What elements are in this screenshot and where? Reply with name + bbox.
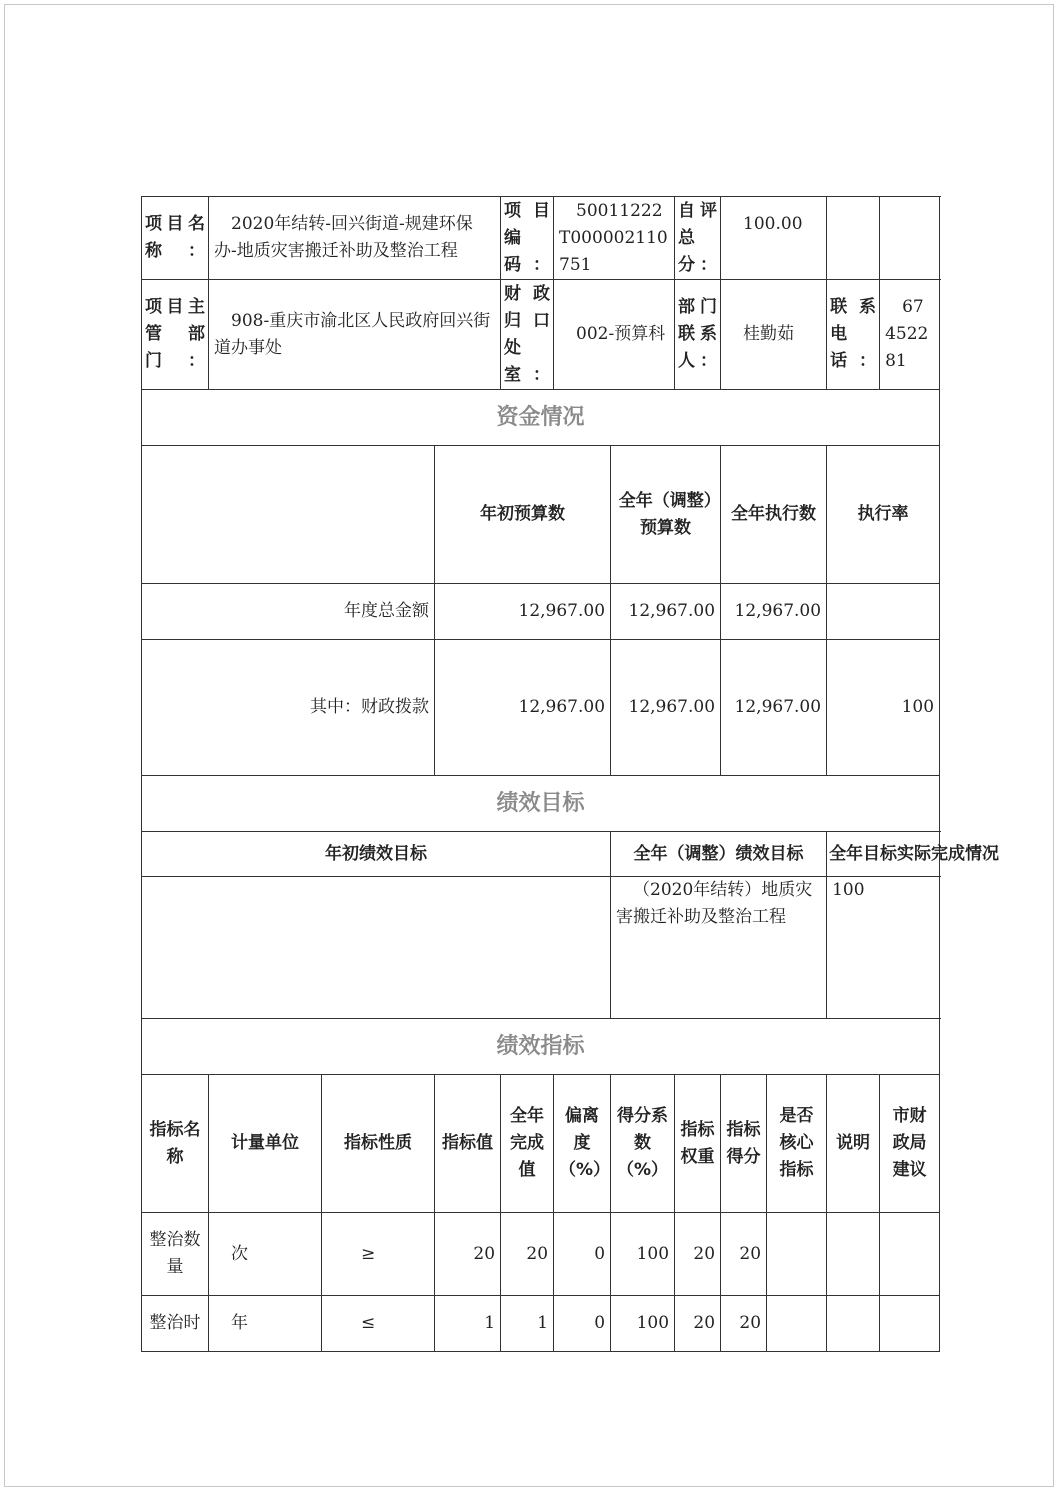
self-score-label: 自评总分： bbox=[675, 197, 721, 280]
indicator-unit: 年 bbox=[209, 1296, 322, 1352]
funds-header-initial: 年初预算数 bbox=[435, 446, 611, 584]
indicator-name: 整治数量 bbox=[142, 1213, 209, 1296]
funds-adjusted: 12,967.00 bbox=[611, 640, 721, 776]
phone-number: 67452281 bbox=[880, 280, 940, 390]
funds-section-title: 资金情况 bbox=[142, 390, 940, 446]
document-page bbox=[4, 4, 1054, 1487]
indicator-coefficient: 100 bbox=[611, 1296, 675, 1352]
phone-label: 联系电话： bbox=[827, 280, 880, 390]
indicator-header-coefficient: 得分系数（%） bbox=[611, 1075, 675, 1213]
indicator-unit: 次 bbox=[209, 1213, 322, 1296]
indicator-actual: 20 bbox=[501, 1213, 554, 1296]
goals-header-initial: 年初绩效目标 bbox=[142, 832, 611, 877]
indicator-note bbox=[827, 1213, 880, 1296]
indicator-nature: ≤ bbox=[322, 1296, 435, 1352]
indicator-core bbox=[767, 1296, 827, 1352]
funds-adjusted: 12,967.00 bbox=[611, 584, 721, 640]
indicator-header-weight: 指标权重 bbox=[675, 1075, 721, 1213]
indicator-advice bbox=[880, 1213, 940, 1296]
department-info-row bbox=[142, 280, 940, 390]
goals-header-actual: 全年目标实际完成情况 bbox=[827, 832, 940, 877]
project-code-label: 项目编码： bbox=[501, 197, 554, 280]
indicator-note bbox=[827, 1296, 880, 1352]
funds-header-row bbox=[142, 446, 940, 584]
funds-rate bbox=[827, 584, 940, 640]
project-name: 2020年结转-回兴街道-规建环保办-地质灾害搬迁补助及整治工程 bbox=[209, 197, 501, 280]
indicators-header-row bbox=[142, 1075, 940, 1213]
finance-office: 002-预算科 bbox=[554, 280, 675, 390]
indicator-header-deviation: 偏离度（%） bbox=[554, 1075, 611, 1213]
empty-cell bbox=[827, 197, 880, 280]
goals-header-row bbox=[142, 832, 940, 877]
contact-label: 部门联系人： bbox=[675, 280, 721, 390]
funds-initial: 12,967.00 bbox=[435, 584, 611, 640]
indicator-weight: 20 bbox=[675, 1213, 721, 1296]
indicator-row bbox=[142, 1213, 940, 1296]
funds-header-executed: 全年执行数 bbox=[721, 446, 827, 584]
indicator-core bbox=[767, 1213, 827, 1296]
indicator-header-core: 是否核心指标 bbox=[767, 1075, 827, 1213]
indicator-weight: 20 bbox=[675, 1296, 721, 1352]
funds-header-rate: 执行率 bbox=[827, 446, 940, 584]
indicator-coefficient: 100 bbox=[611, 1213, 675, 1296]
indicator-header-note: 说明 bbox=[827, 1075, 880, 1213]
goals-initial bbox=[142, 877, 611, 1019]
funds-rate: 100 bbox=[827, 640, 940, 776]
funds-row bbox=[142, 640, 940, 776]
indicator-score: 20 bbox=[721, 1296, 767, 1352]
project-code: 50011222T000002110751 bbox=[554, 197, 675, 280]
department-label: 项目主管部门： bbox=[142, 280, 209, 390]
indicator-name: 整治时 bbox=[142, 1296, 209, 1352]
funds-row-label: 年度总金额 bbox=[142, 584, 435, 640]
indicator-score: 20 bbox=[721, 1213, 767, 1296]
contact-person: 桂勤茹 bbox=[721, 280, 827, 390]
goals-section-title: 绩效目标 bbox=[142, 776, 940, 832]
indicator-header-advice: 市财政局建议 bbox=[880, 1075, 940, 1213]
indicator-header-nature: 指标性质 bbox=[322, 1075, 435, 1213]
empty-cell bbox=[142, 446, 435, 584]
indicator-deviation: 0 bbox=[554, 1213, 611, 1296]
indicator-value: 1 bbox=[435, 1296, 501, 1352]
funds-executed: 12,967.00 bbox=[721, 640, 827, 776]
indicator-advice bbox=[880, 1296, 940, 1352]
department: 908-重庆市渝北区人民政府回兴街道办事处 bbox=[209, 280, 501, 390]
indicator-deviation: 0 bbox=[554, 1296, 611, 1352]
funds-executed: 12,967.00 bbox=[721, 584, 827, 640]
funds-header-adjusted: 全年（调整）预算数 bbox=[611, 446, 721, 584]
indicator-header-score: 指标得分 bbox=[721, 1075, 767, 1213]
indicator-row bbox=[142, 1296, 940, 1352]
empty-cell bbox=[880, 197, 940, 280]
indicator-header-unit: 计量单位 bbox=[209, 1075, 322, 1213]
indicators-section-title: 绩效指标 bbox=[142, 1019, 940, 1075]
indicator-header-value: 指标值 bbox=[435, 1075, 501, 1213]
indicator-header-actual: 全年完成值 bbox=[501, 1075, 554, 1213]
indicator-header-name: 指标名称 bbox=[142, 1075, 209, 1213]
finance-office-label: 财政归口处室： bbox=[501, 280, 554, 390]
funds-row bbox=[142, 584, 940, 640]
goals-adjusted: （2020年结转）地质灾害搬迁补助及整治工程 bbox=[611, 877, 827, 1019]
self-score: 100.00 bbox=[721, 197, 827, 280]
goals-row bbox=[142, 877, 940, 1019]
goals-header-adjusted: 全年（调整）绩效目标 bbox=[611, 832, 827, 877]
self-evaluation-table bbox=[141, 196, 1000, 1352]
funds-initial: 12,967.00 bbox=[435, 640, 611, 776]
funds-row-label: 其中：财政拨款 bbox=[142, 640, 435, 776]
goals-actual: 100 bbox=[827, 877, 940, 1019]
project-name-label: 项目名称： bbox=[142, 197, 209, 280]
indicator-actual: 1 bbox=[501, 1296, 554, 1352]
project-info-row bbox=[142, 197, 940, 280]
indicator-nature: ≥ bbox=[322, 1213, 435, 1296]
indicator-value: 20 bbox=[435, 1213, 501, 1296]
